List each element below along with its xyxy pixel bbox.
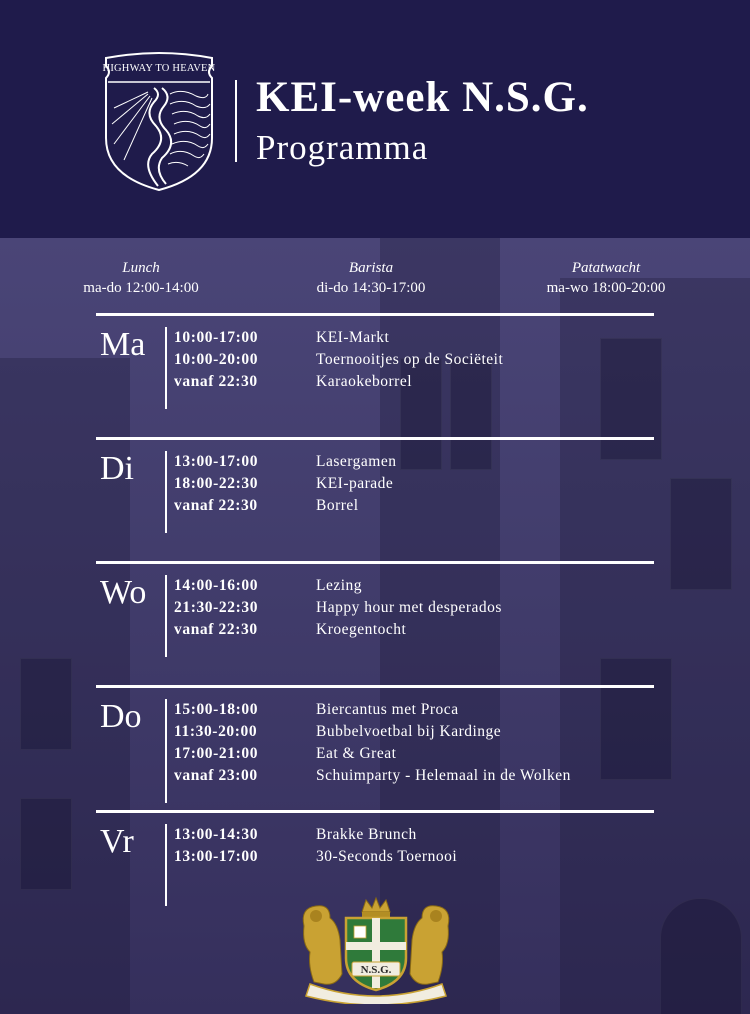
event-time: 13:00-14:30 (174, 826, 259, 843)
schedule-row (174, 846, 457, 868)
day-label: Wo (100, 574, 147, 611)
event-name: Schuimparty - Helemaal in de Wolken (316, 767, 571, 784)
day-label: Ma (100, 326, 146, 363)
event-name: KEI-parade (316, 475, 394, 492)
header (0, 0, 750, 238)
event-time: 13:00-17:00 (174, 453, 259, 470)
day-divider (165, 824, 167, 906)
schedule-row (174, 575, 362, 597)
event-time: 13:00-17:00 (174, 848, 259, 865)
event-time: 17:00-21:00 (174, 745, 259, 762)
schedule-row (174, 721, 501, 743)
schedule-row (174, 495, 359, 517)
service-hours: ma-do 12:00-14:00 (83, 280, 199, 296)
day-divider (165, 451, 167, 533)
day-block-di (96, 437, 654, 537)
event-name: Brakke Brunch (316, 826, 417, 843)
schedule-row (174, 327, 389, 349)
event-name: Lasergamen (316, 453, 397, 470)
nsg-crest-icon (296, 896, 456, 1004)
day-rule (96, 685, 654, 688)
event-name: Borrel (316, 497, 359, 514)
event-name: Kroegentocht (316, 621, 407, 638)
schedule-row (174, 824, 417, 846)
event-name: Karaokeborrel (316, 373, 413, 390)
event-name: KEI-Markt (316, 329, 390, 346)
day-label: Vr (100, 823, 134, 860)
event-name: Eat & Great (316, 745, 397, 762)
service-hours: ma-wo 18:00-20:00 (546, 280, 666, 296)
day-rule (96, 810, 654, 813)
event-time: vanaf 22:30 (174, 497, 258, 514)
service-patatwacht (516, 258, 696, 298)
page-title: KEI-week N.S.G. (256, 74, 589, 121)
event-time: vanaf 22:30 (174, 621, 258, 638)
schedule-row (174, 597, 502, 619)
event-time: 10:00-20:00 (174, 351, 259, 368)
day-divider (165, 327, 167, 409)
service-name: Patatwacht (571, 260, 641, 276)
day-rule (96, 437, 654, 440)
event-time: 18:00-22:30 (174, 475, 259, 492)
event-time: vanaf 23:00 (174, 767, 258, 784)
page-subtitle: Programma (256, 128, 429, 167)
service-hours: di-do 14:30-17:00 (316, 280, 426, 296)
day-block-ma (96, 313, 654, 413)
schedule-row (174, 451, 396, 473)
event-name: Lezing (316, 577, 363, 594)
day-divider (165, 699, 167, 803)
crest-text: N.S.G. (360, 964, 392, 976)
event-time: 10:00-17:00 (174, 329, 259, 346)
schedule-row (174, 371, 412, 393)
day-block-vr (96, 810, 654, 910)
schedule-row (174, 743, 396, 765)
schedule-row (174, 473, 393, 495)
day-label: Di (100, 450, 134, 487)
schedule-row (174, 699, 459, 721)
event-time: 14:00-16:00 (174, 577, 259, 594)
schedule-row (174, 349, 503, 371)
header-divider (235, 80, 237, 162)
day-block-wo (96, 561, 654, 661)
day-divider (165, 575, 167, 657)
event-name: Happy hour met desperados (316, 599, 502, 616)
logo-text: HIGHWAY TO HEAVEN (102, 63, 216, 74)
day-rule (96, 313, 654, 316)
service-name: Lunch (122, 260, 160, 276)
service-name: Barista (348, 260, 394, 276)
day-rule (96, 561, 654, 564)
event-time: 21:30-22:30 (174, 599, 259, 616)
event-name: Toernooitjes op de Sociëteit (316, 351, 504, 368)
event-time: 11:30-20:00 (174, 723, 258, 740)
event-time: vanaf 22:30 (174, 373, 258, 390)
event-name: Biercantus met Proca (316, 701, 459, 718)
event-name: 30-Seconds Toernooi (316, 848, 458, 865)
schedule-row (174, 619, 406, 641)
day-label: Do (100, 698, 142, 735)
service-lunch (58, 258, 224, 298)
day-block-do (96, 685, 654, 805)
schedule-row (174, 765, 571, 787)
event-name: Bubbelvoetbal bij Kardinge (316, 723, 502, 740)
event-time: 15:00-18:00 (174, 701, 259, 718)
service-barista (288, 258, 454, 298)
